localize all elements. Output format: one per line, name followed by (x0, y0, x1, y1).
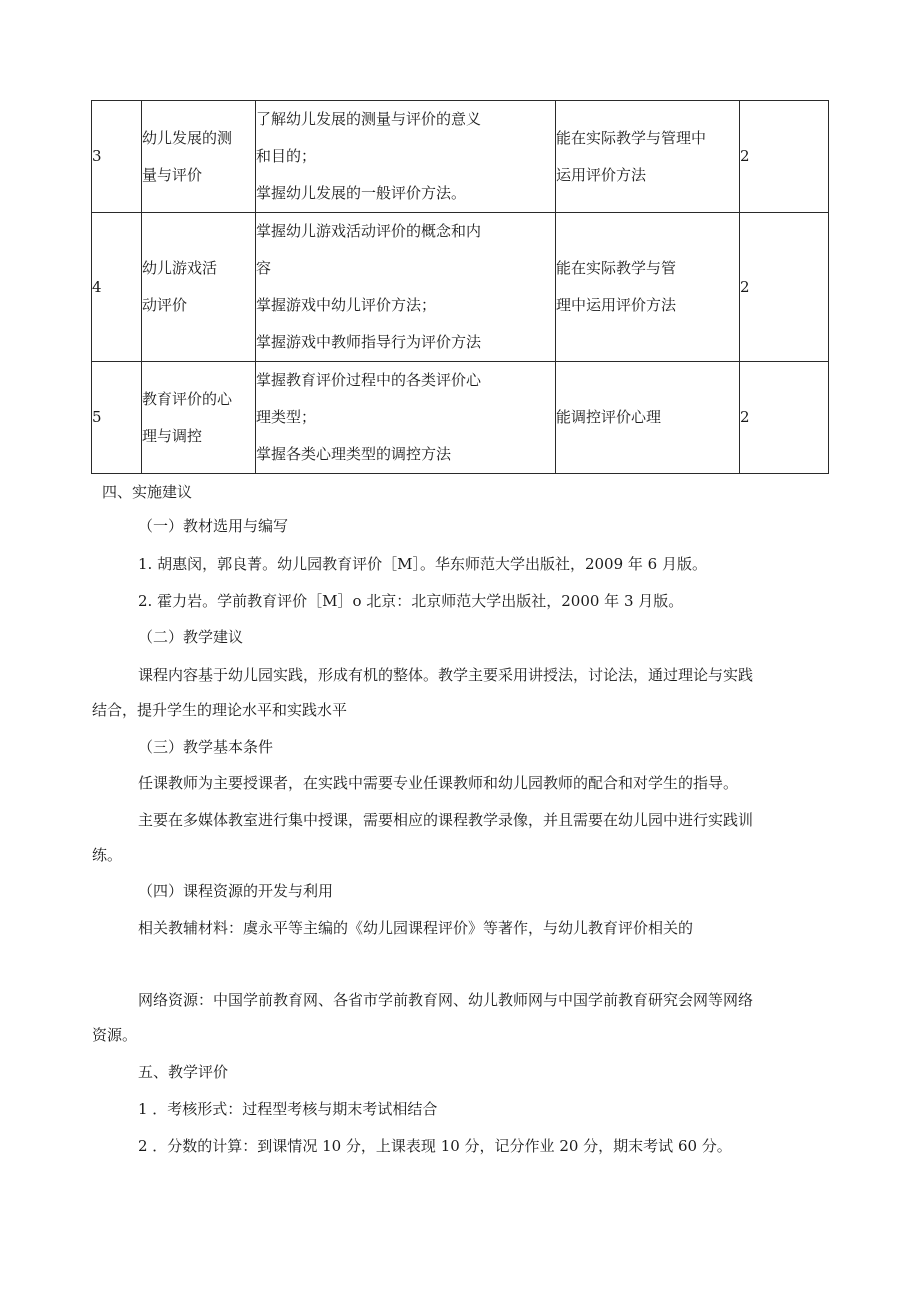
subsection-heading: （二）教学建议 (138, 628, 244, 646)
ability-requirement: 能调控评价心理 (556, 362, 740, 474)
learning-goals: 掌握幼儿游戏活动评价的概念和内 容 掌握游戏中幼儿评价方法； 掌握游戏中教师指导行为评价方法 (256, 213, 556, 362)
subsection-heading: （一）教材选用与编写 (138, 517, 289, 535)
paragraph: 课程内容基于幼儿园实践，形成有机的整体。教学主要采用讲授法，讨论法，通过理论与实践 (138, 666, 754, 684)
paragraph: 网络资源：中国学前教育网、各省市学前教育网、幼儿教师网与中国学前教育研究会网等网络 (138, 991, 754, 1009)
paragraph: 2 ．分数的计算：到课情况 10 分，上课表现 10 分，记分作业 20 分，期末考试 60 分。 (138, 1137, 732, 1155)
paragraph: 2. 霍力岩。学前教育评价［M］o 北京：北京师范大学出版社，2000 年 3 月版。 (138, 592, 684, 610)
row-number: 5 (92, 362, 142, 474)
learning-goals: 掌握教育评价过程中的各类评价心 理类型； 掌握各类心理类型的调控方法 (256, 362, 556, 474)
paragraph: 结合，提升学生的理论水平和实践水平 (92, 701, 348, 719)
table-row (92, 101, 829, 213)
paragraph: 主要在多媒体教室进行集中授课，需要相应的课程教学录像，并且需要在幼儿园中进行实践训 (138, 811, 754, 829)
paragraph: 相关教辅材料：虞永平等主编的《幼儿园课程评价》等著作，与幼儿教育评价相关的 (138, 919, 694, 937)
paragraph: 任课教师为主要授课者，在实践中需要专业任课教师和幼儿园教师的配合和对学生的指导。 (138, 774, 739, 792)
row-number: 4 (92, 213, 142, 362)
class-hours: 2 (740, 213, 829, 362)
module-name: 幼儿发展的测 量与评价 (142, 101, 256, 213)
subsection-heading: （三）教学基本条件 (138, 738, 274, 756)
table-row (92, 362, 829, 474)
learning-goals: 了解幼儿发展的测量与评价的意义 和目的； 掌握幼儿发展的一般评价方法。 (256, 101, 556, 213)
ability-requirement: 能在实际教学与管 理中运用评价方法 (556, 213, 740, 362)
class-hours: 2 (740, 362, 829, 474)
ability-requirement: 能在实际教学与管理中 运用评价方法 (556, 101, 740, 213)
section-heading: 五、教学评价 (138, 1063, 229, 1081)
course-content-table (91, 100, 829, 474)
subsection-heading: （四）课程资源的开发与利用 (138, 882, 334, 900)
paragraph: 练。 (92, 846, 123, 864)
paragraph: 资源。 (92, 1026, 138, 1044)
table-row (92, 213, 829, 362)
module-name: 幼儿游戏活 动评价 (142, 213, 256, 362)
row-number: 3 (92, 101, 142, 213)
section-heading: 四、实施建议 (102, 483, 193, 501)
paragraph: 1. 胡惠闵，郭良菁。幼儿园教育评价［M］。华东师范大学出版社，2009 年 6 月版。 (138, 555, 707, 573)
paragraph: 1 ．考核形式：过程型考核与期末考试相结合 (138, 1100, 438, 1118)
class-hours: 2 (740, 101, 829, 213)
module-name: 教育评价的心 理与调控 (142, 362, 256, 474)
